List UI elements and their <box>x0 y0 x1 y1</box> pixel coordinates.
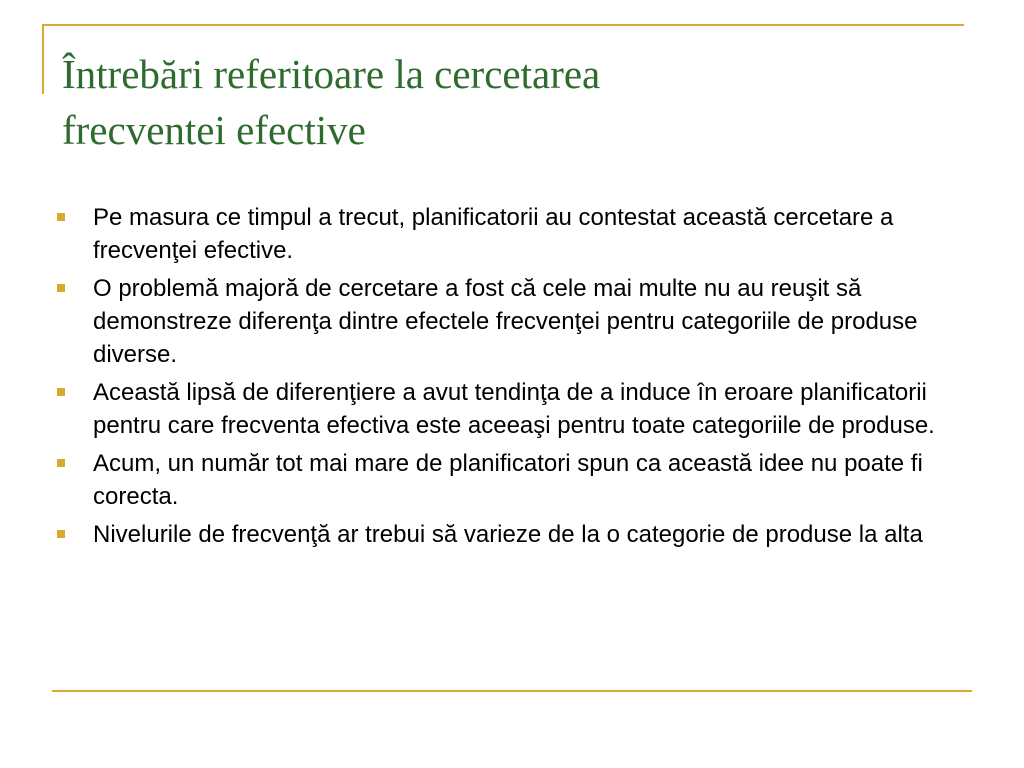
bullet-text: Nivelurile de frecvenţă ar trebui să varieze de la o categorie de produse la alta <box>93 521 923 548</box>
bullet-text: O problemă majoră de cercetare a fost că cele mai multe nu au reuşit să demonstreze diferenţa dintre efectele frecvenţei pentru categoriile de produse diverse. <box>93 275 918 368</box>
bullet-item-3 <box>55 376 985 442</box>
slide-title-line-1: Întrebări referitoare la cercetarea <box>62 51 601 97</box>
bullet-text: Acum, un număr tot mai mare de planificatori spun ca această idee nu poate fi corecta. <box>93 450 923 510</box>
left-border-line <box>42 24 44 94</box>
square-bullet-icon <box>57 530 65 538</box>
square-bullet-icon <box>57 459 65 467</box>
bottom-border-line <box>52 690 972 692</box>
square-bullet-icon <box>57 213 65 221</box>
square-bullet-icon <box>57 388 65 396</box>
bullet-item-1 <box>55 201 985 267</box>
square-bullet-icon <box>57 284 65 292</box>
bullet-text: Această lipsă de diferenţiere a avut tendinţa de a induce în eroare planificatorii pentru care frecventa efectiva este aceeaşi pentru toate categoriile de produse. <box>93 379 935 439</box>
bullet-item-5 <box>55 518 985 551</box>
bullet-item-2 <box>55 272 985 371</box>
slide-title-line-2: frecventei efective <box>62 107 366 153</box>
bullet-text: Pe masura ce timpul a trecut, planificatorii au contestat această cercetare a frecvenţei efective. <box>93 204 894 264</box>
slide-title <box>62 46 962 158</box>
bullet-item-4 <box>55 447 985 513</box>
top-border-line <box>42 24 964 26</box>
bullet-list <box>55 201 985 556</box>
